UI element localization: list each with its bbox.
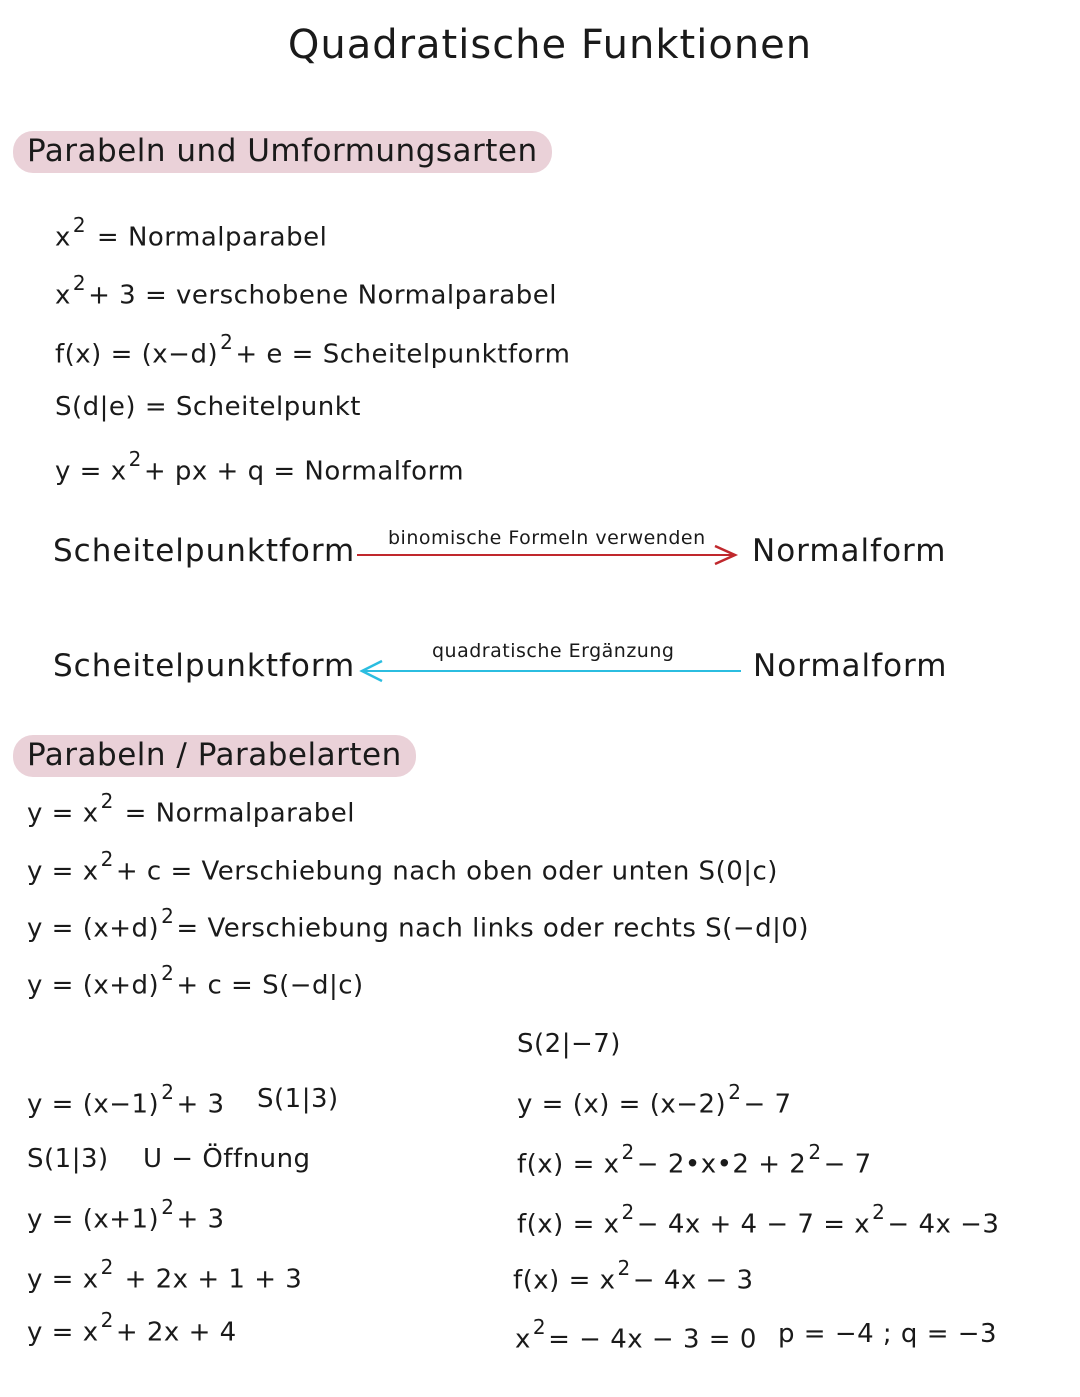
formula-line [27, 789, 355, 829]
example-line [27, 1308, 237, 1348]
exponent: 2 [161, 904, 175, 928]
formula-text: + 3 = verschobene Normalparabel [88, 280, 557, 311]
conversion-to: Scheitelpunktform [53, 648, 356, 684]
exponent: 2 [161, 1080, 175, 1104]
exponent: 2 [617, 1256, 631, 1280]
example-line [27, 1080, 225, 1120]
pq-values [778, 1319, 997, 1349]
formula-line [55, 392, 361, 422]
conversion-label: binomische Formeln verwenden [388, 527, 706, 549]
formula-text: U − Öffnung [143, 1144, 311, 1174]
formula-line [55, 271, 557, 311]
formula-text: − 7 [823, 1149, 872, 1180]
section-heading-umformungsarten: Parabeln und Umformungsarten [13, 131, 552, 173]
example-line [517, 1140, 872, 1180]
formula-text: y = x [27, 798, 99, 829]
formula-text: − 4x − 3 [632, 1265, 754, 1296]
exponent: 2 [100, 847, 114, 871]
exponent: 2 [808, 1140, 822, 1164]
formula-text: y = x [55, 456, 127, 487]
formula-text: y = x [27, 856, 99, 887]
formula-text: + 2x + 1 + 3 [115, 1264, 303, 1295]
formula-line [27, 904, 810, 944]
formula-text: S(d|e) = Scheitelpunkt [55, 392, 361, 422]
formula-text: y = (x) = (x−2) [517, 1089, 727, 1120]
exponent: 2 [128, 447, 142, 471]
example-line [515, 1315, 757, 1355]
conversion-to: Normalform [752, 533, 947, 569]
formula-text: + px + q = Normalform [143, 456, 465, 487]
exponent: 2 [728, 1080, 742, 1104]
formula-text: − 4x −3 [887, 1209, 1000, 1240]
conversion-from: Normalform [753, 648, 948, 684]
formula-text: y = x [27, 1264, 99, 1295]
formula-line [55, 330, 571, 370]
conversion-from: Scheitelpunktform [53, 533, 356, 569]
formula-text: y = (x+1) [27, 1204, 160, 1235]
formula-text: − 2•x•2 + 2 [636, 1149, 807, 1180]
formula-text: + 2x + 4 [115, 1317, 237, 1348]
formula-text: S(2|−7) [517, 1029, 621, 1059]
formula-text: S(1|3) [27, 1144, 109, 1174]
formula-text: = Verschiebung nach links oder rechts S(−d|0) [176, 913, 810, 944]
formula-text: x [515, 1324, 531, 1355]
exponent: 2 [161, 1195, 175, 1219]
exponent: 2 [621, 1200, 635, 1224]
formula-text: p = −4 ; q = −3 [778, 1319, 998, 1349]
formula-text: x [55, 280, 71, 311]
formula-line [55, 213, 328, 253]
arrow-left-icon [358, 659, 743, 683]
exponent: 2 [161, 961, 175, 985]
formula-text: y = (x−1) [27, 1089, 160, 1120]
exponent: 2 [621, 1140, 635, 1164]
formula-text: y = (x+d) [27, 913, 160, 944]
exponent: 2 [100, 1255, 114, 1279]
vertex-label [517, 1029, 621, 1059]
arrow-right-icon [355, 544, 740, 566]
formula-text: = Normalparabel [88, 222, 328, 253]
formula-text: + 3 [176, 1204, 225, 1235]
formula-text: = − 4x − 3 = 0 [548, 1324, 757, 1355]
example-line [517, 1080, 792, 1120]
example-line [517, 1200, 1000, 1240]
example-line [27, 1195, 225, 1235]
formula-text: f(x) = (x−d) [55, 339, 219, 370]
formula-text: + c = S(−d|c) [176, 970, 364, 1001]
example-line [27, 1255, 303, 1295]
exponent: 2 [72, 213, 87, 237]
formula-text: f(x) = x [513, 1265, 616, 1296]
formula-text: f(x) = x [517, 1149, 620, 1180]
formula-line [27, 847, 778, 887]
formula-text: − 7 [743, 1089, 792, 1120]
formula-text: y = x [27, 1317, 99, 1348]
formula-text: − 4x + 4 − 7 = x [636, 1209, 871, 1240]
formula-text: f(x) = x [517, 1209, 620, 1240]
formula-text: = Normalparabel [115, 798, 355, 829]
exponent: 2 [72, 271, 87, 295]
opening-label [143, 1144, 311, 1174]
formula-text: y = (x+d) [27, 970, 160, 1001]
exponent: 2 [220, 330, 234, 354]
section-heading-parabelarten: Parabeln / Parabelarten [13, 735, 416, 777]
formula-line [55, 447, 465, 487]
formula-text: x [55, 222, 71, 253]
exponent: 2 [100, 789, 114, 813]
formula-text: + e = Scheitelpunktform [235, 339, 571, 370]
formula-text: + 3 [176, 1089, 225, 1120]
exponent: 2 [100, 1308, 114, 1332]
exponent: 2 [532, 1315, 547, 1339]
vertex-label [257, 1084, 339, 1114]
page-title: Quadratische Funktionen [287, 22, 813, 68]
conversion-label: quadratische Ergänzung [432, 640, 675, 662]
exponent: 2 [872, 1200, 886, 1224]
formula-text: S(1|3) [257, 1084, 339, 1114]
formula-line [27, 961, 364, 1001]
vertex-label [27, 1144, 109, 1174]
formula-text: + c = Verschiebung nach oben oder unten S(0|c) [115, 856, 778, 887]
example-line [513, 1256, 754, 1296]
